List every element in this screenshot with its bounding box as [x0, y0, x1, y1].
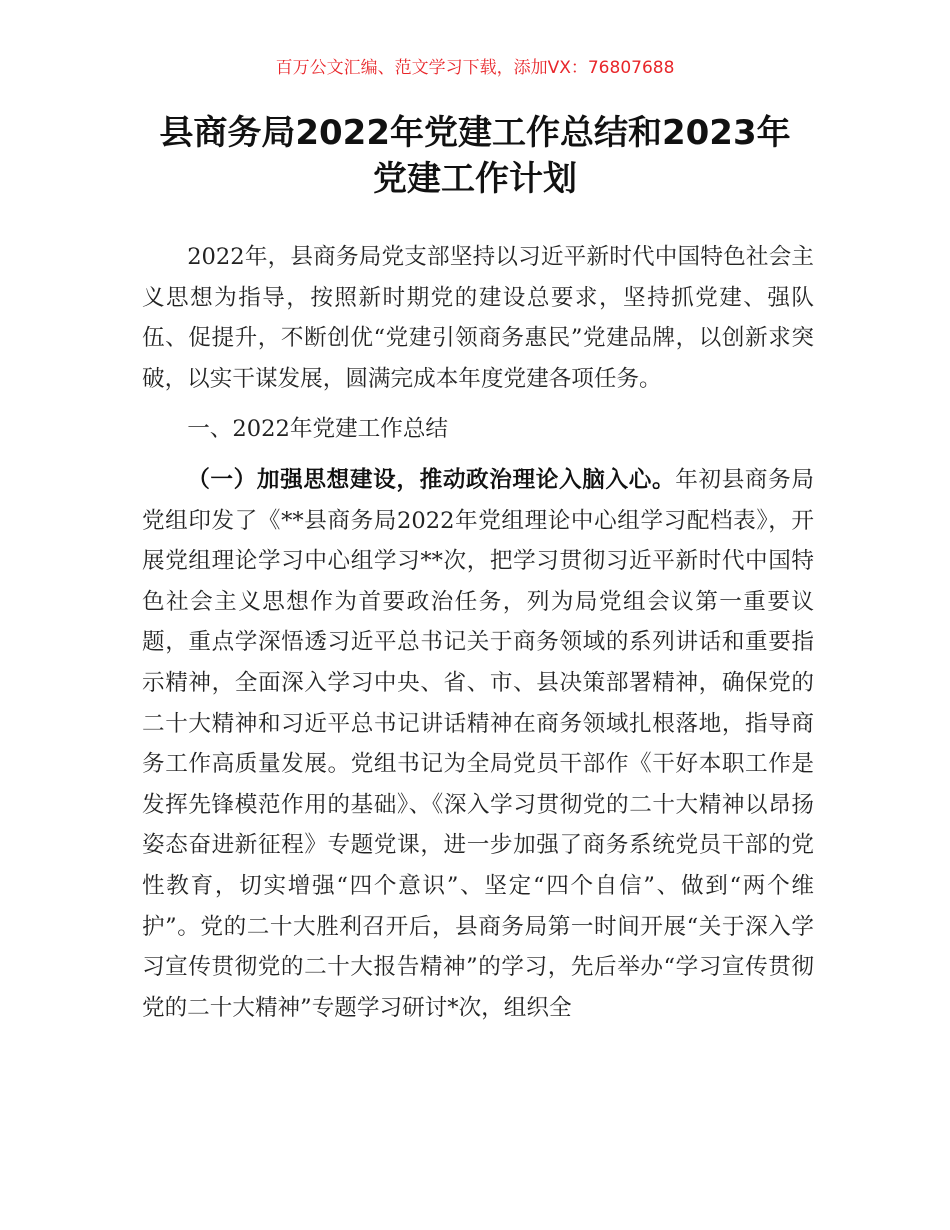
document-body	[142, 237, 814, 1028]
paragraph-text: 年初县商务局党组印发了《**县商务局2022年党组理论中心组学习配档表》，开展党组理论学习中心组学习**次，把学习贯彻习近平新时代中国特色社会主义思想作为首要政治任务，列为局党组会议第一重要议题，重点学深悟透习近平总书记关于商务领域的系列讲话和重要指示精神，全面深入学习中央、省、市、县决策部署精神，确保党的二十大精神和习近平总书记讲话精神在商务领域扎根落地，指导商务工作高质量发展。党组书记为全局党员干部作《干好本职工作是发挥先锋模范作用的基础》、《深入学习贯彻党的二十大精神以昂扬姿态奋进新征程》专题党课，进一步加强了商务系统党员干部的党性教育，切实增强“四个意识”、坚定“四个自信”、做到“两个维护”。党的二十大胜利召开后，县商务局第一时间开展“关于深入学习宣传贯彻党的二十大报告精神”的学习，先后举办“学习宣传贯彻党的二十大精神”专题学习研讨*次，组织全	[142, 466, 815, 1021]
document-title	[100, 110, 850, 202]
watermark-banner: 百万公文汇编、范文学习下载，添加VX：76807688	[275, 58, 675, 78]
intro-paragraph: 2022年，县商务局党支部坚持以习近平新时代中国特色社会主义思想为指导，按照新时期党的建设总要求，坚持抓党建、强队伍、促提升，不断创优“党建引领商务惠民”党建品牌，以创新求突破，以实干谋发展，圆满完成本年度党建各项任务。	[142, 244, 814, 392]
title-line-1: 县商务局2022年党建工作总结和2023年	[159, 113, 791, 153]
section-paragraph	[142, 460, 814, 1028]
section-heading: 一、2022年党建工作总结	[187, 416, 449, 443]
paragraph-lead: （一）加强思想建设，推动政治理论入脑入心。	[187, 466, 676, 493]
title-line-2: 党建工作计划	[373, 159, 577, 199]
